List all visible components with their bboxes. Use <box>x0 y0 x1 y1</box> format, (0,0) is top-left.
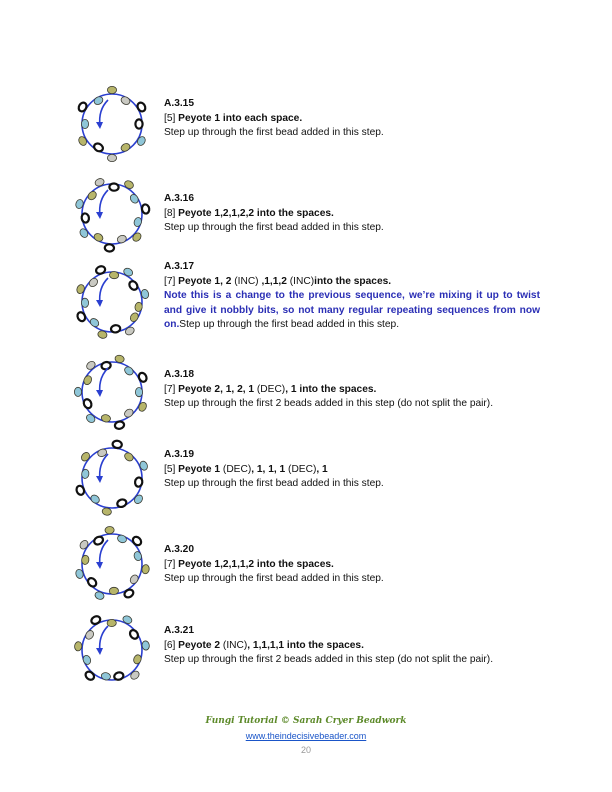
step-detail: Step up through the first bead added in this step. <box>164 573 384 585</box>
bead <box>107 86 116 93</box>
instruction-part: Peyote 1, 2 <box>178 275 232 287</box>
note-text: Note this is a change to the previous sequence, we’re mixing it up to twist and give it nobbly bits, so not many regular repeating sequences from now on. <box>164 290 540 331</box>
bead <box>131 535 143 547</box>
bead <box>113 671 124 680</box>
bead <box>85 413 97 424</box>
bead <box>77 135 88 147</box>
bead <box>90 615 102 626</box>
step-detail: Step up through the first bead added in this step. <box>179 319 400 331</box>
bead <box>109 271 119 279</box>
bead <box>136 101 147 113</box>
bead <box>81 119 88 128</box>
thread-arrow-icon <box>96 648 103 655</box>
step-text <box>164 543 540 587</box>
bead <box>111 325 121 333</box>
instruction-part: , 1,1,1,1 into the spaces. <box>247 639 364 651</box>
bead <box>82 398 93 409</box>
bead <box>129 311 140 323</box>
bead <box>135 119 142 128</box>
bead <box>88 277 100 289</box>
step-detail: Step up through the first bead added in this step. <box>164 222 384 234</box>
bead <box>89 317 101 328</box>
thread-arrow-icon <box>96 212 103 219</box>
modifier: (DEC) <box>222 463 252 475</box>
bead <box>86 190 98 202</box>
step-text <box>164 448 540 492</box>
step-id: A.3.19 <box>164 449 195 460</box>
instruction-part: Peyote 2, 1, 2, 1 <box>178 383 255 395</box>
bead <box>109 587 119 595</box>
thread-arrow-icon <box>96 476 103 483</box>
thread-arrow-icon <box>96 122 103 129</box>
step-id: A.3.18 <box>164 369 195 380</box>
step-detail: Step up through the first bead added in this step. <box>164 478 384 490</box>
bead-count: [5] <box>164 463 176 475</box>
bead <box>105 244 115 252</box>
modifier: (DEC) <box>288 463 317 475</box>
bead <box>93 142 105 153</box>
bead <box>84 629 95 641</box>
bead <box>116 498 127 508</box>
bead <box>122 614 133 625</box>
bead <box>129 669 141 681</box>
bead <box>74 641 82 651</box>
instruction-part: , 1 into the spaces. <box>285 383 377 395</box>
instruction-part: , 1 <box>316 463 328 475</box>
bead-diagram <box>70 350 154 434</box>
bead <box>93 535 105 546</box>
step-text <box>164 624 540 668</box>
bead <box>124 326 136 337</box>
bead <box>114 421 125 430</box>
bead <box>84 670 96 681</box>
bead <box>137 401 148 412</box>
bead-diagram <box>70 522 154 606</box>
bead <box>81 213 90 223</box>
bead <box>141 204 150 214</box>
step-id: A.3.16 <box>164 193 195 204</box>
modifier: (INC) <box>222 639 248 651</box>
bead <box>107 154 116 161</box>
step-detail: Step up through the first 2 beads added in this step (do not split the pair). <box>164 654 494 666</box>
page-number: 20 <box>300 745 311 755</box>
bead <box>122 267 134 278</box>
instruction: Peyote 1,2,1,2,2 into the spaces. <box>178 207 334 219</box>
instruction-part: ,1,1,2 <box>261 275 287 287</box>
bead <box>135 388 142 397</box>
bead <box>131 231 143 243</box>
bead-diagram <box>70 608 154 692</box>
bead-diagram <box>70 82 154 166</box>
bead <box>85 360 97 371</box>
instruction-part: Peyote 2 <box>178 639 221 651</box>
bead <box>136 135 147 147</box>
bead <box>123 407 135 418</box>
step-detail: Step up through the first bead added in this step. <box>164 127 384 139</box>
bead-count: [7] <box>164 558 176 570</box>
step-text <box>164 192 540 236</box>
bead <box>112 440 122 449</box>
bead <box>120 95 132 106</box>
bead <box>120 142 132 153</box>
bead <box>74 387 81 396</box>
footer-title: Fungi Tutorial © Sarah Cryer Beadwork <box>205 716 407 726</box>
bead-count: [5] <box>164 112 176 124</box>
bead <box>109 183 119 191</box>
bead-count: [8] <box>164 207 176 219</box>
bead <box>82 374 93 385</box>
bead-diagram <box>70 260 154 344</box>
bead-count: [7] <box>164 383 176 395</box>
bead-count: [6] <box>164 639 176 651</box>
bead <box>89 493 101 504</box>
bead <box>78 539 89 551</box>
bead <box>86 576 98 588</box>
bead <box>78 227 89 239</box>
bead <box>128 280 139 292</box>
step-id: A.3.21 <box>164 625 195 636</box>
instruction-part: into the spaces. <box>314 275 392 287</box>
bead <box>105 526 115 534</box>
step-text <box>164 368 540 412</box>
step-id: A.3.17 <box>164 261 195 272</box>
bead <box>123 179 135 190</box>
footer-website-link[interactable]: www.theindecisivebeader.com <box>245 731 367 741</box>
step-id: A.3.15 <box>164 98 195 109</box>
instruction: Peyote 1 into each space. <box>178 112 303 124</box>
thread-arrow-icon <box>96 300 103 307</box>
bead-diagram <box>70 436 154 520</box>
step-id: A.3.20 <box>164 544 195 555</box>
instruction: Peyote 1,2,1,1,2 into the spaces. <box>178 558 334 570</box>
bead <box>76 311 87 322</box>
modifier: (INC) <box>289 275 315 287</box>
modifier: (DEC) <box>256 383 286 395</box>
thread-arrow-icon <box>96 562 103 569</box>
step-text <box>164 97 540 141</box>
bead <box>129 573 140 585</box>
bead <box>123 365 135 376</box>
bead <box>128 629 139 641</box>
bead <box>93 232 105 243</box>
bead <box>80 451 91 463</box>
bead <box>93 95 105 106</box>
bead <box>137 372 148 383</box>
bead <box>107 619 116 626</box>
instruction-part: , 1, 1, 1 <box>251 463 286 475</box>
bead-count: [7] <box>164 275 176 287</box>
bead-diagram <box>70 172 154 256</box>
step-text <box>164 260 540 333</box>
step-detail: Step up through the first 2 beads added in this step (do not split the pair). <box>164 398 494 410</box>
bead <box>133 493 144 505</box>
bead <box>81 298 89 307</box>
bead <box>123 588 135 599</box>
bead <box>123 451 135 462</box>
thread-arrow-icon <box>96 390 103 397</box>
modifier: (INC) <box>234 275 259 287</box>
bead <box>77 101 88 113</box>
bead <box>129 193 140 205</box>
bead <box>134 477 143 487</box>
instruction-part: Peyote 1 <box>178 463 221 475</box>
